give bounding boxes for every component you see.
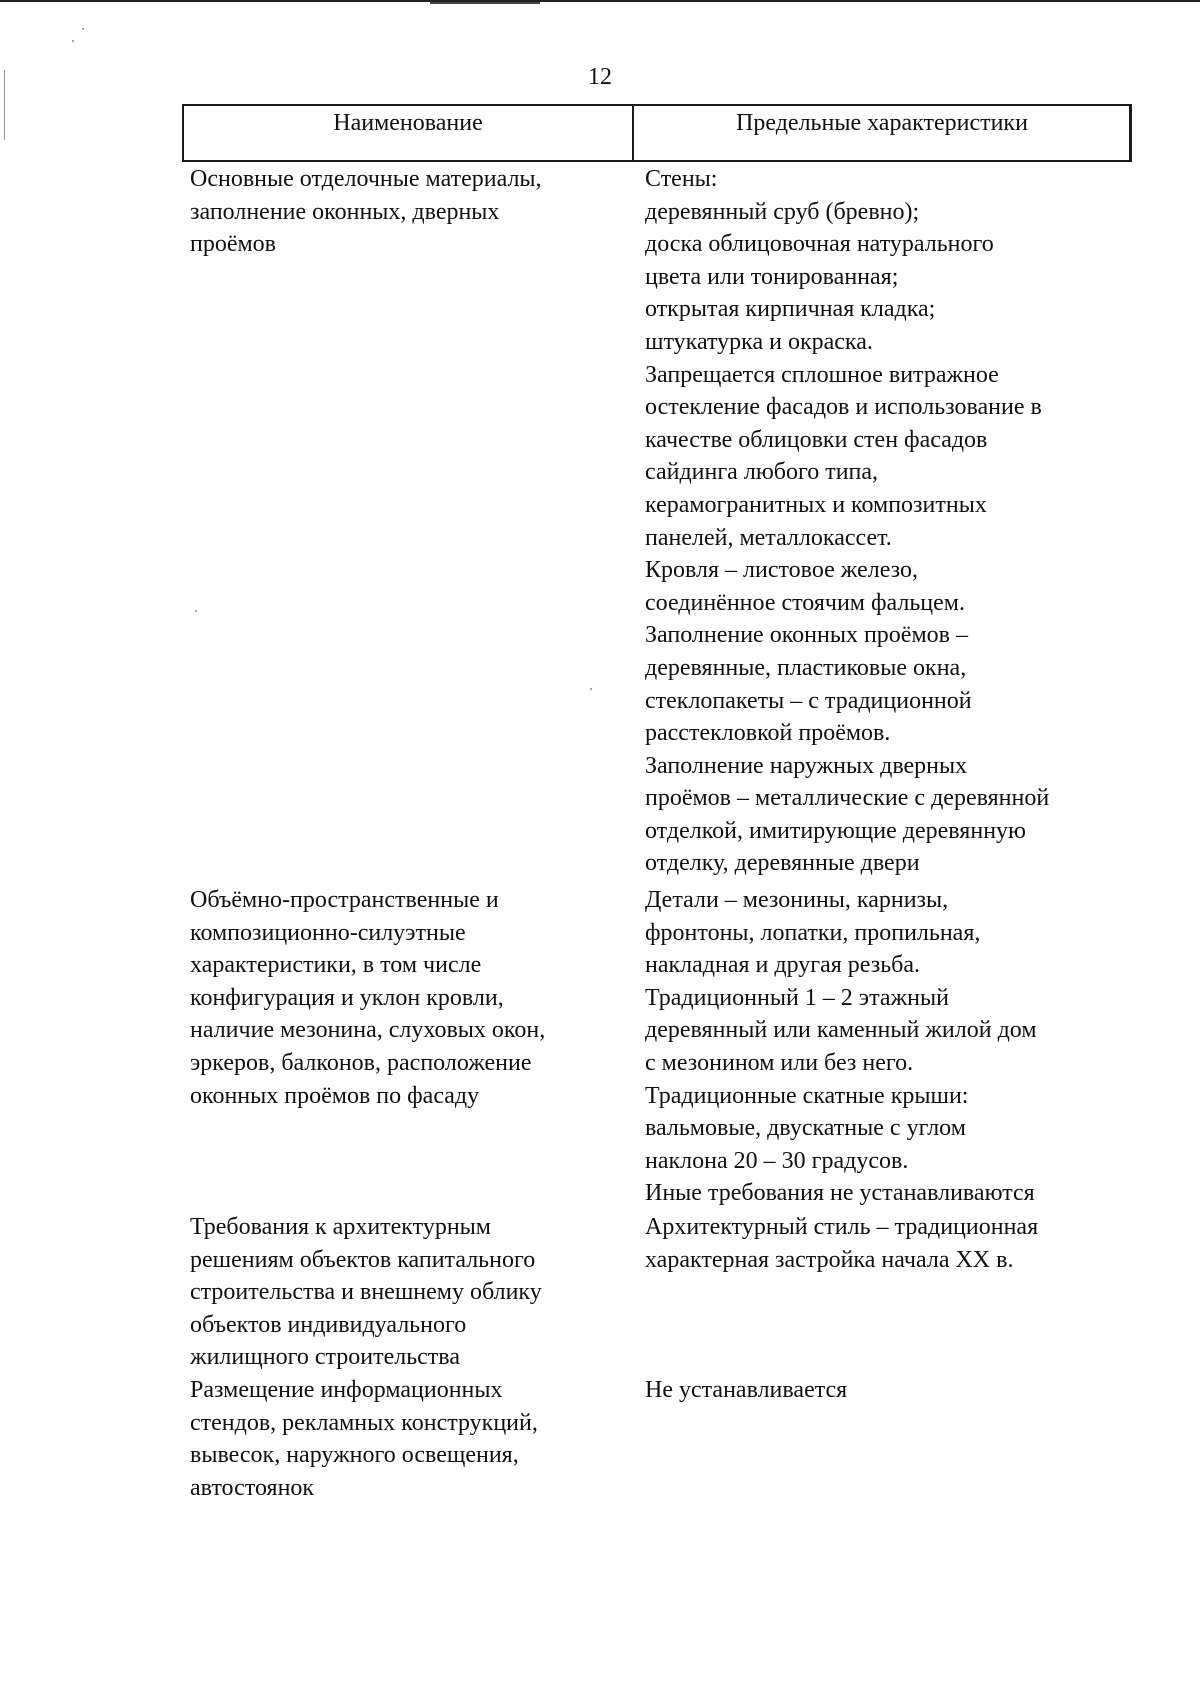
table-row-3-name: [190, 1211, 620, 1374]
text-line: вывесок, наружного освещения,: [190, 1442, 519, 1469]
text-line: сайдинга любого типа,: [645, 459, 879, 486]
text-line: панелей, металлокассет.: [645, 524, 892, 551]
text-line: характерная застройка начала XX в.: [645, 1246, 1014, 1273]
text-line: фронтоны, лопатки, пропильная,: [645, 919, 981, 946]
text-line: открытая кирпичная кладка;: [645, 296, 936, 323]
text-line: Стены:: [645, 166, 718, 192]
text-line: Заполнение наружных дверных: [645, 752, 968, 779]
table-row-3-limits: [645, 1211, 1145, 1276]
text-line: Традиционный 1 – 2 этажный: [645, 984, 949, 1011]
table-row-4-limits: [645, 1374, 1145, 1407]
table-row-2-name: [190, 884, 620, 1112]
text-line: композиционно-силуэтные: [190, 919, 466, 946]
scan-edge-mark: [430, 2, 540, 4]
text-line: Не устанавливается: [645, 1377, 848, 1403]
scan-speck: [72, 40, 74, 42]
text-line: Кровля – листовое железо,: [645, 557, 918, 584]
text-line: проёмов – металлические с деревянной: [645, 785, 1050, 812]
text-line: керамогранитных и композитных: [645, 491, 987, 518]
text-line: Иные требования не устанавливаются: [645, 1180, 1035, 1207]
text-line: Объёмно-пространственные и: [190, 887, 499, 913]
text-line: стеклопакеты – с традиционной: [645, 687, 972, 714]
text-line: деревянный сруб (бревно);: [645, 198, 920, 225]
text-line: объектов индивидуального: [190, 1311, 467, 1338]
text-line: Заполнение оконных проёмов –: [645, 622, 968, 649]
table-row-1-name: [190, 163, 620, 261]
text-line: соединённое стоячим фальцем.: [645, 589, 965, 616]
table-row-2-limits: [645, 884, 1145, 1210]
text-line: деревянные, пластиковые окна,: [645, 654, 967, 681]
text-line: строительства и внешнему облику: [190, 1279, 542, 1306]
table-row-4-name: [190, 1374, 620, 1504]
text-line: деревянный или каменный жилой дом: [645, 1017, 1037, 1044]
text-line: заполнение оконных, дверных: [190, 198, 500, 225]
text-line: расстекловкой проёмов.: [645, 720, 891, 747]
text-line: накладная и другая резьба.: [645, 952, 921, 979]
text-line: отделку, деревянные двери: [645, 850, 920, 877]
text-line: стендов, рекламных конструкций,: [190, 1409, 538, 1436]
scan-speck: [590, 688, 592, 690]
text-line: отделкой, имитирующие деревянную: [645, 817, 1026, 844]
text-line: Архитектурный стиль – традиционная: [645, 1214, 1039, 1240]
text-line: вальмовые, двускатные с углом: [645, 1115, 966, 1142]
text-line: оконных проёмов по фасаду: [190, 1082, 480, 1109]
scan-edge-top: [0, 0, 1200, 2]
text-line: с мезонином или без него.: [645, 1049, 914, 1076]
table-row-1-limits: [645, 163, 1145, 880]
scan-edge-left: [4, 70, 5, 140]
text-line: остекление фасадов и использование в: [645, 394, 1042, 421]
text-line: цвета или тонированная;: [645, 263, 899, 290]
text-line: Требования к архитектурным: [190, 1214, 491, 1240]
text-line: штукатурка и окраска.: [645, 328, 873, 355]
text-line: конфигурация и уклон кровли,: [190, 984, 504, 1011]
page-number: 12: [588, 64, 612, 90]
text-line: характеристики, в том числе: [190, 952, 482, 979]
text-line: решениям объектов капитального: [190, 1246, 536, 1273]
text-line: качестве облицовки стен фасадов: [645, 426, 988, 453]
text-line: доска облицовочная натурального: [645, 231, 994, 258]
scan-speck: [195, 610, 197, 612]
text-line: наличие мезонина, слуховых окон,: [190, 1017, 546, 1044]
column-header-name: Наименование: [333, 110, 483, 136]
column-header-limits: Предельные характеристики: [736, 110, 1028, 136]
text-line: Запрещается сплошное витражное: [645, 361, 999, 388]
text-line: Детали – мезонины, карнизы,: [645, 887, 949, 913]
text-line: эркеров, балконов, расположение: [190, 1049, 532, 1076]
text-line: наклона 20 – 30 градусов.: [645, 1147, 909, 1174]
text-line: проёмов: [190, 231, 277, 258]
text-line: Основные отделочные материалы,: [190, 166, 542, 192]
text-line: жилищного строительства: [190, 1344, 460, 1371]
text-line: автостоянок: [190, 1474, 315, 1501]
scan-speck: [82, 28, 84, 30]
text-line: Традиционные скатные крыши:: [645, 1082, 969, 1109]
text-line: Размещение информационных: [190, 1377, 503, 1403]
